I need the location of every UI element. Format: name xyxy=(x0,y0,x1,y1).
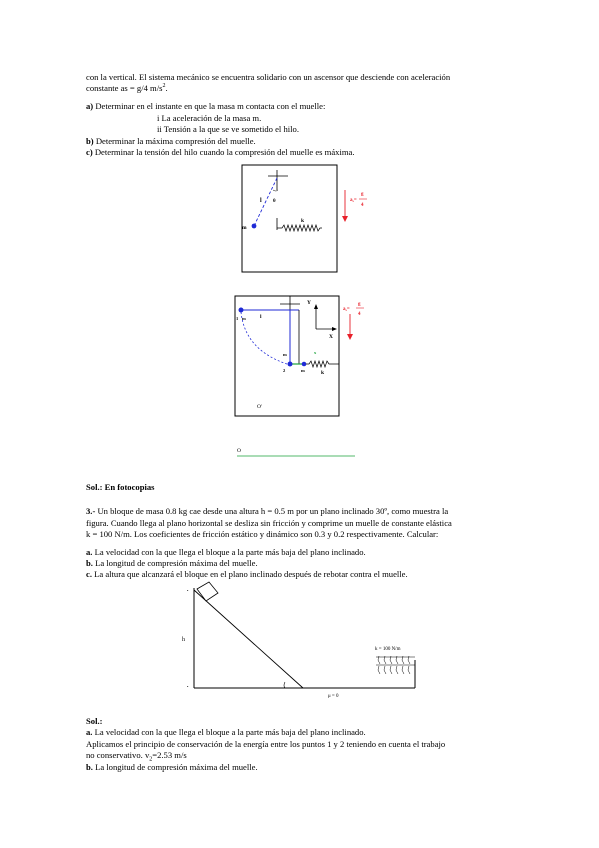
figure-2-label-k: k xyxy=(321,370,325,376)
figure-3-label-mu: μ = 0 xyxy=(328,694,339,699)
figure-2-frame xyxy=(235,296,339,416)
figure-2-label-x: x xyxy=(314,350,317,355)
figure-2-label-Y: Y xyxy=(307,300,311,306)
figure-2-spring xyxy=(306,361,339,367)
figure-2-mass-compressed xyxy=(302,362,307,367)
problem-3-question-b: b. La longitud de compresión máxima del muelle. xyxy=(86,558,258,568)
problem-3-question-c: c. La altura que alcanzará el bloque en el plano inclinado después de rebotar contra el muelle. xyxy=(86,569,408,579)
figure-1-mass xyxy=(252,224,257,229)
figure-2-label-m-top: m xyxy=(242,316,246,321)
intro-line-1: con la vertical. El sistema mecánico se encuentra solidario con un ascensor que desciende con aceleración xyxy=(86,72,451,82)
figure-1-label-k: k xyxy=(301,218,305,224)
figure-3-block xyxy=(197,582,218,601)
figure-2-arc-path xyxy=(241,312,287,364)
solution-2-line-3: no conservativo. $v_2=2.53$ m/s xyxy=(86,750,187,763)
figure-3-dot-bottom: • xyxy=(187,684,189,689)
figure-2-accel-arrowhead xyxy=(347,334,353,340)
figure-1-pendulum-spring xyxy=(230,160,390,280)
figure-2-label-X: X xyxy=(329,334,333,340)
figure-3-spring xyxy=(376,656,415,674)
question-c: c) Determinar la tensión del hilo cuando la compresión del muelle es máxima. xyxy=(86,147,355,157)
figure-3-inclined-plane xyxy=(175,580,425,699)
figure-2-label-2: 2 xyxy=(283,368,286,373)
figure-2-accel-den: 4 xyxy=(358,312,361,317)
figure-1-label-m: m xyxy=(242,225,247,231)
solution-2-title: Sol.: xyxy=(86,716,103,726)
figure-1-angle-arc xyxy=(273,190,278,191)
question-a-ii: ii Tensión a la que se ve sometido el hilo. xyxy=(157,124,299,134)
figure-2-label-O-prime: O' xyxy=(257,404,262,410)
figure-2-label-l: l xyxy=(260,314,262,320)
question-b: b) Determinar la máxima compresión del muelle. xyxy=(86,136,256,146)
figure-1-accel-num: g xyxy=(361,192,364,197)
figure-2-x-arrowhead xyxy=(332,327,337,331)
question-a-i: i La aceleración de la masa m. xyxy=(157,113,262,123)
figure-3-label-h: h xyxy=(182,637,185,643)
problem-3-line-1: 3.- Un bloque de masa 0.8 kg cae desde una altura h = 0.5 m por un plano inclinado 30º, como muestra la xyxy=(86,506,449,516)
figure-1-label-l: l xyxy=(260,198,262,204)
figure-2-label-1: 1 xyxy=(236,316,239,321)
figure-1-frame xyxy=(242,165,337,272)
figure-1-spring xyxy=(277,225,322,231)
figure-3-incline xyxy=(194,590,303,688)
solution-2-b: b. La longitud de compresión máxima del muelle. xyxy=(86,762,258,772)
figure-1-label-theta: θ xyxy=(273,199,276,204)
figure-2-accel-num: g xyxy=(358,302,361,307)
problem-3-line-3: k = 100 N/m. Los coeficientes de fricción estático y dinámico son 0.3 y 0.2 respectivamente. Calcular: xyxy=(86,529,439,539)
figure-3-label-k: k = 100 N/m xyxy=(375,647,401,652)
intro-line-2: constante as = g/4 $m/s^2$. xyxy=(86,83,168,93)
figure-1-accel-den: 4 xyxy=(361,203,364,208)
figure-2-label-m-bottom: m xyxy=(301,368,305,373)
question-a: a) Determinar en el instante en que la masa m contacta con el muelle: xyxy=(86,101,326,111)
solution-1: Sol.: En fotocopias xyxy=(86,482,155,492)
figure-3-dot-top: • xyxy=(187,588,189,593)
figure-2-trajectory xyxy=(225,290,385,460)
figure-2-mass-position-2 xyxy=(288,362,293,367)
figure-2-label-O: O xyxy=(237,448,241,454)
figure-3-angle-arc xyxy=(284,682,285,688)
problem-3-question-a: a. La velocidad con la que llega el bloque a la parte más baja del plano inclinado. xyxy=(86,547,366,557)
figure-2-y-arrowhead xyxy=(314,304,318,309)
solution-2-a: a. La velocidad con la que llega el bloque a la parte más baja del plano inclinado. xyxy=(86,727,366,737)
solution-2-line-2: Aplicamos el principio de conservación de la energía entre los puntos 1 y 2 teniendo en cuenta el trabajo xyxy=(86,739,446,749)
figure-2-accel-label: $a_s=$ xyxy=(343,307,350,312)
problem-3-line-2: figura. Cuando llega al plano horizontal se desliza sin fricción y comprime un muelle de constante elástica xyxy=(86,518,452,528)
figure-2-label-m-mid: m xyxy=(283,352,287,357)
figure-1-accel-arrowhead xyxy=(342,216,348,222)
figure-2-mass-position-1 xyxy=(239,308,244,313)
figure-1-accel-label: $a_s=$ xyxy=(350,198,357,203)
